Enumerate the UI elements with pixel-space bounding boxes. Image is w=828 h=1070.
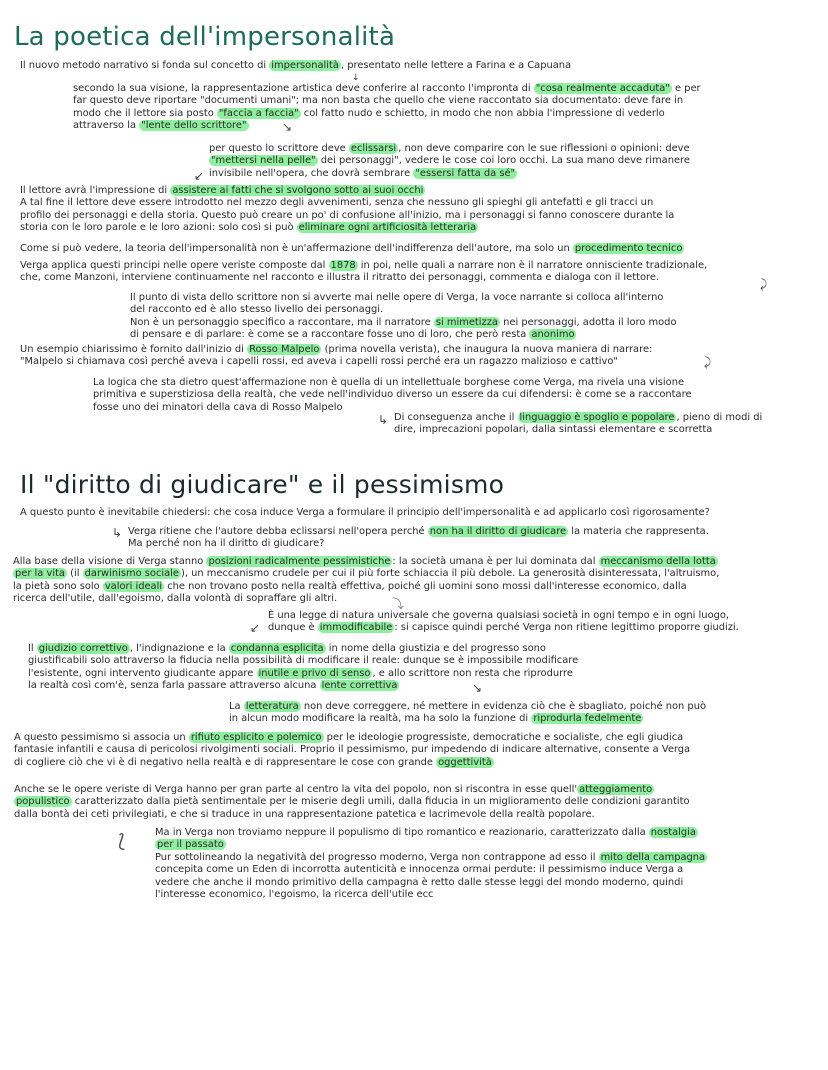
- paragraph-legge-natura: È una legge di natura universale che governa qualsiasi società in ogni tempo e in ogni luogo, dunque è immodificabile : si capisce quindi perché Verga non ritiene legittimo proporre giudizi.: [268, 610, 739, 634]
- arrow-curve-icon: ↘: [282, 120, 293, 134]
- paragraph-verga-applica: Verga applica questi principi nelle opere veriste composte dal 1878 in poi, nelle quali a narrare non è il narratore onnisciente tradizionale, che, come Manzoni, interviene continuamente nel racconto e illustra il ritratto dei personaggi, commenta e dialoga con il lettore.: [20, 260, 708, 284]
- paragraph-rifiuto: A questo pessimismo si associa un rifiuto esplicito e polemico per le ideologie progressiste, democratiche e socialiste, che egli giudica fantasie infantili e causa di pericolosi rivolgimenti sociali. Proprio il pessimismo, pur impedendo di indicare alternative, consente a Verga di cogliere ciò che vi è di negativo nella realtà e di rappresentare le cose con grande oggettività: [14, 732, 691, 768]
- highlight: impersonalità: [271, 60, 339, 71]
- arrow-curve-icon: ⤵: [392, 597, 405, 611]
- bracket-arrow-icon: ⟅: [118, 831, 126, 852]
- paragraph-pessimismo: Alla base della visione di Verga stanno posizioni radicalmente pessimistiche : la società umana è per lui dominata dal meccanismo della lotta per la vita (il darwinismo sociale ), un meccanismo crudele per cui il più forte schiaccia il più debole. La generosità disinteressata, l'altruismo, la pietà sono solo valori ideali che non trovano posto nella realtà effettiva, poiché gli uomini sono mossi dall'interesse economico, dalla ricerca dell'utile, dall'egoismo, dalla volontà di sopraffare gli altri.: [13, 556, 720, 605]
- paragraph-lettore: Il lettore avrà l'impressione di assistere ai fatti che si svolgono sotto ai suoi occhi A tal fine il lettore deve essere introdotto nel mezzo degli avvenimenti, senza che nessuno gli spieghi gli antefatti e gli tracci un profilo dei personaggi e della storia. Questo può creare un po' di confusione all'inizio, ma i personaggi si fanno conoscere durante la storia con le loro parole e le loro azioni: solo così si può eliminare ogni artificiosità letteraria: [20, 185, 675, 234]
- paragraph-nostalgia: Ma in Verga non troviamo neppure il populismo di tipo romantico e reazionario, caratterizzato dalla nostalgia per il passato: [155, 827, 696, 851]
- section-title-diritto-di-giudicare: Il "diritto di giudicare" e il pessimismo: [20, 470, 505, 499]
- paragraph-rosso-malpelo: Un esempio chiarissimo è fornito dall'inizio di Rosso Malpelo (prima novella verista), che inaugura la nuova maniera di narrare: "Malpelo si chiamava così perché aveva i capelli rossi, ed aveva i capelli rossi perché era un ragazzo malizioso e cattivo": [20, 344, 653, 368]
- arrow-curve-icon: ↳: [378, 413, 389, 427]
- paragraph-logica: La logica che sta dietro quest'affermazione non è quella di un intellettuale borghese come Verga, ma rivela una visione primitiva e superstiziosa della realtà, che vede nell'individuo diverso un essere da cui difendersi: è come se a raccontare fosse uno dei minatori della cava di Rosso Malpelo: [93, 377, 692, 413]
- paragraph-visione: secondo la sua visione, la rappresentazione artistica deve conferire al racconto l'impronta di "cosa realmente accaduta" e per far questo deve riportare "documenti umani"; ma non basta che quello che viene raccontato sia documentato: deve fare in modo che il lettore sia posto "faccia a faccia" col fatto nudo e schietto, in modo che non abbia l'impressione di vederlo attraverso la "lente dello scrittore": [73, 83, 701, 132]
- arrow-curve-icon: ↙: [250, 621, 261, 635]
- arrow-down-icon: ↓: [352, 73, 360, 83]
- paragraph-populismo: Anche se le opere veriste di Verga hanno per gran parte al centro la vita del popolo, non si riscontra in esse quell' atteggiamento populistico caratterizzato dalla pietà sentimentale per le miserie degli umili, dalla fiducia in un miglioramento delle condizioni garantito dalla bontà dei ceti privilegiati, e che si traduce in una rappresentazione patetica e lacrimevole della realtà popolare.: [14, 784, 690, 820]
- arrow-curve-icon: ↳: [112, 526, 123, 540]
- paragraph-punto-di-vista: Il punto di vista dello scrittore non si avverte mai nelle opere di Verga, la voce narrante si colloca all'interno del racconto ed è allo stesso livello dei personaggi. Non è un personaggio specifico a raccontare, ma il narratore si mimetizza nei personaggi, adotta il loro modo di pensare e di parlare: è come se a raccontare fosse uno di loro, che però resta anonimo: [130, 292, 677, 341]
- paragraph-intro: Il nuovo metodo narrativo si fonda sul concetto di impersonalità , presentato nelle lettere a Farina e a Capuana: [20, 60, 572, 71]
- paragraph-giudizio: Il giudizio correttivo , l'indignazione e la condanna esplicita in nome della giustizia e del progresso sono giustificabili solo attraverso la fiducia nella possibilità di modificare il reale: dunque se è impossibile modificare l'esistente, ogni intervento giudicante appare inutile e privo di senso , e allo scrittore non resta che riprodurre la realtà così com'è, senza farla passare attraverso alcuna lente correttiva: [28, 643, 579, 692]
- paragraph-ritiene: Verga ritiene che l'autore debba eclissarsi nell'opera perché non ha il diritto di giudicare la materia che rappresenta. Ma perché non ha il diritto di giudicare?: [128, 526, 709, 550]
- arrow-curve-icon: ⤸: [760, 277, 768, 291]
- paragraph-eclissarsi: per questo lo scrittore deve eclissarsi , non deve comparire con le sue riflessioni o opinioni: deve "mettersi nella pelle" dei personaggi", vedere le cose coi loro occhi. La sua mano deve rimanere invisibile nell'opera, che dovrà sembrare "essersi fatta da sé": [209, 143, 690, 179]
- paragraph-teoria: Come si può vedere, la teoria dell'impersonalità non è un'affermazione dell'indifferenza dell'autore, ma solo un procedimento tecnico: [20, 243, 683, 254]
- paragraph-mito-campagna: Pur sottolineando la negatività del progresso moderno, Verga non contrappone ad esso il mito della campagna concepita come un Eden di incorrotta autenticità e innocenza ormai perdute: il pessimismo induce Verga a vedere che anche il mondo primitivo della campagna è retto dalle stesse leggi del mondo moderno, quindi l'interesse economico, l'egoismo, la ricerca dell'utile ecc: [155, 852, 706, 901]
- paragraph-linguaggio: Di conseguenza anche il linguaggio è spoglio e popolare , pieno di modi di dire, imprecazioni popolari, dalla sintassi elementare e scorretta: [394, 412, 763, 436]
- paragraph-letteratura: La letteratura non deve correggere, né mettere in evidenza ciò che è sbagliato, poiché non può in alcun modo modificare la realtà, ma ha solo la funzione di riprodurla fedelmente: [229, 701, 707, 725]
- arrow-curve-icon: ↙: [194, 169, 205, 183]
- arrow-curve-icon: ⤸: [704, 355, 712, 369]
- arrow-curve-icon: ↘: [472, 681, 483, 695]
- paragraph-domanda: A questo punto è inevitabile chiedersi: che cosa induce Verga a formulare il principio dell'impersonalità e ad applicarlo così rigorosamente?: [20, 507, 710, 518]
- section-title-impersonalita: La poetica dell'impersonalità: [14, 22, 396, 52]
